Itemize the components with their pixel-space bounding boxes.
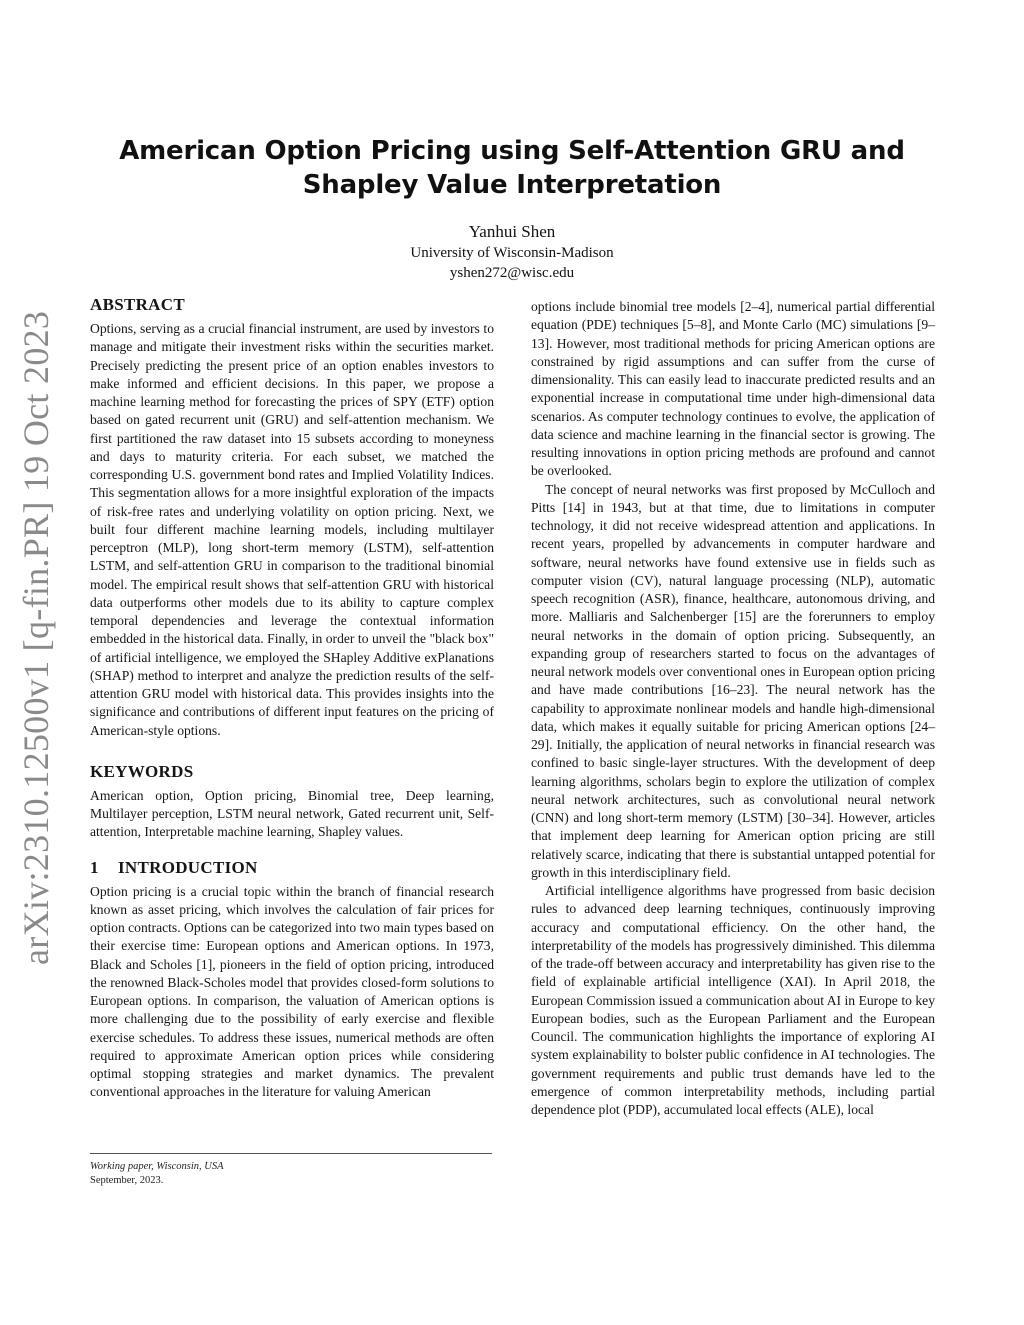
keywords-text: American option, Option pricing, Binomial tree, Deep learning, Multilayer perception, LSTM neural network, Gated recurrent unit, Self-attention, Interpretable machine learning, Shapley values. — [90, 787, 494, 840]
left-column — [90, 294, 494, 1102]
intro-paragraph-2: The concept of neural networks was first proposed by McCulloch and Pitts [14] in 1943, but at that time, due to limitations in computer technology, it did not receive widespread attention and applications. In recent years, propelled by advancements in computer hardware and software, neural networks have found extensive use in fields such as computer vision (CV), natural language processing (NLP), automatic speech recognition (ASR), finance, healthcare, autonomous driving, and more. Malliaris and Salchenberger [15] are the forerunners to employ neural networks in the domain of option pricing. Subsequently, an expanding group of researchers started to focus on the advantages of neural network models over conventional ones in European option pricing and have made contributions [16–23]. The neural network has the capability to approximate nonlinear models and handle high-dimensional data, which makes it equally suitable for pricing American options [24–29]. Initially, the application of neural networks in financial research was confined to basic single-layer structures. With the development of deep learning algorithms, scholars begin to explore the utilization of complex neural network architectures, such as convolutional neural network (CNN) and long short-term memory (LSTM) [30–34]. However, articles that implement deep learning for American option pricing are still relatively scarce, indicating that there is substantial untapped potential for growth in this interdisciplinary field. — [531, 481, 935, 880]
intro-paragraph-3: Artificial intelligence algorithms have progressed from basic decision rules to advanced deep learning techniques, continuously improving accuracy and computational efficiency. On the other hand, the interpretability of the models has progressively diminished. This dilemma of the trade-off between accuracy and interpretability has given rise to the field of explainable artificial intelligence (XAI). In April 2018, the European Commission issued a communication about AI in Europe to key European bodies, such as the European Parliament and the European Council. The communication highlights the importance of exploring AI system explainability to bolster public confidence in AI technologies. The government requirements and public trust demands have led to the emergence of common interpretability methods, including partial dependence plot (PDP), accumulated local effects (ALE), local — [531, 883, 935, 1117]
keywords-heading: KEYWORDS — [90, 761, 194, 781]
section-title: INTRODUCTION — [118, 857, 258, 877]
intro-paragraph-1-part-1: Option pricing is a crucial topic within the branch of financial research known as asset pricing, which involves the calculation of fair prices for option contracts. Options can be categorized into two main types based on their exercise time: European options and American options. In 1973, Black and Scholes [1], pioneers in the field of option pricing, introduced the renowned Black-Scholes model that provides closed-form solutions to European options. In comparison, the valuation of American options is more challenging due to the possibility of early exercise and flexible exercise schedules. To address these issues, numerical methods are often required to approximate American option prices while considering optimal stopping strategies and market dynamics. The prevalent conventional approaches in the literature for valuing American — [90, 883, 494, 1100]
arxiv-identifier[interactable]: arXiv:2310.12500v1 [q-fin.PR] 19 Oct 2023 — [16, 310, 56, 965]
author-block — [262, 221, 762, 283]
footnote-date: September, 2023. — [90, 1175, 164, 1186]
author-email[interactable]: yshen272@wisc.edu — [449, 265, 575, 281]
author-affiliation: University of Wisconsin-Madison — [410, 245, 614, 261]
section-number: 1 — [90, 857, 99, 877]
author-name: Yanhui Shen — [468, 222, 556, 241]
abstract-heading: ABSTRACT — [90, 295, 185, 314]
right-column — [531, 298, 935, 1119]
intro-paragraph-1-part-2: options include binomial tree models [2–4], numerical partial differential equation (PDE) techniques [5–8], and Monte Carlo (MC) simulations [9–13]. However, most traditional methods for pricing American options are constrained by rigid assumptions and can suffer from the curse of dimensionality. This can easily lead to inaccurate predicted results and an exponential increase in computational time under high-dimensional data scenarios. As computer technology continues to evolve, the application of data science and machine learning in the financial sector is growing. The resulting innovations in option pricing methods are profound and cannot be overlooked. — [531, 299, 935, 479]
footnote-venue: Working paper, Wisconsin, USA — [90, 1161, 224, 1172]
introduction-heading — [90, 857, 494, 879]
footnote — [90, 1153, 492, 1188]
abstract-text: Options, serving as a crucial financial instrument, are used by investors to manage and mitigate their investment risks within the securities market. Precisely predicting the present price of an option enables investors to make informed and efficient decisions. In this paper, we propose a machine learning method for forecasting the prices of SPY (ETF) option based on gated recurrent unit (GRU) and self-attention mechanism. We first partitioned the raw dataset into 15 subsets according to moneyness and days to maturity criteria. For each subset, we matched the corresponding U.S. government bond rates and Implied Volatility Indices. This segmentation allows for a more insightful exploration of the impacts of risk-free rates and underlying volatility on option pricing. Next, we built four different machine learning models, including multilayer perceptron (MLP), long short-term memory (LSTM), self-attention LSTM, and self-attention GRU in comparison to the traditional binomial model. The empirical result shows that self-attention GRU with historical data outperforms other models due to its ability to capture complex temporal dependencies and leverage the contextual information embedded in the historical data. Finally, in order to unveil the "black box" of artificial intelligence, we employed the SHapley Additive exPlanations (SHAP) method to interpret and analyze the prediction results of the self-attention GRU model with historical data. This provides insights into the significance and contributions of different input features on the pricing of American-style options. — [90, 321, 494, 738]
paper-title: American Option Pricing using Self-Attention GRU and Shapley Value Interpretation — [119, 136, 905, 200]
